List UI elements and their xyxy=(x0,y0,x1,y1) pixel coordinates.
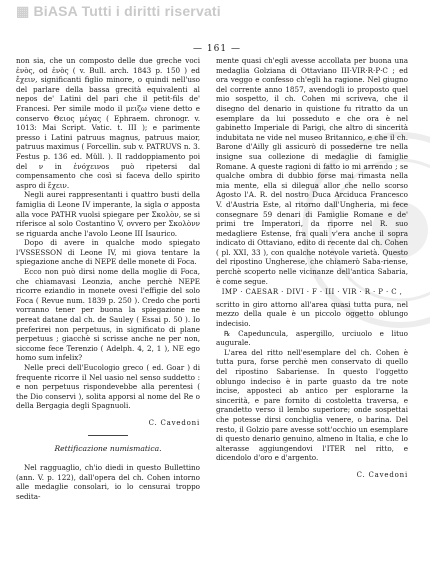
banner-label: BiASA Tutti i diritti riservati xyxy=(33,3,221,19)
paragraph: Negli aurei rappresentanti i quattro busti della famiglia di Leone IV imperante, la sigla σ apposta alla voce PATHR vuolsi spiegare per Σκολὸν, se si riferisce al solo Costantino V, ovvero per Σκολὸνν se riguarda anche l'avolo Leone III Isaurico. xyxy=(16,190,200,238)
paragraph: scritto in giro attorno all'area quasi tutta pura, nel mezzo della quale è un piccolo oggetto oblungo indecisio. xyxy=(216,299,408,329)
section-divider xyxy=(88,435,128,436)
author-signature: C. Cavedoni xyxy=(148,418,200,427)
paragraph: L'area del ritto nell'esemplare del ch. Cohen è tutta pura, forse perchè men conservato di quello del ripostino Sabariense. In questo l'oggetto oblungo indeciso è in parte guasto da tre note incise, apposteci ab antico per esplorarne la sincerità, e pare fornito di costoletta traversa, e grandetto verso il lembo superiore; onde sospettai che potesse dirsi conchiglia venere, o barina. Del resto, il Golzio pare avesse sott'occhio un esemplare di questo denario genuino, almeno in Italia, e che lo alterasse aggiungendovi l'ITER nel ritto, e dicendolo d'oro e d'argento. xyxy=(216,347,408,463)
paragraph: Dopo di avere in qualche modo spiegato l'VSSESSON di Leone IV, mi giova tentare la spiegazione anche di NEPE delle monete di Foca. xyxy=(16,238,200,267)
paragraph: non sia, che un composto delle due greche voci ἐνὸς, od ἐνὸς ( v. Bull. arch. 1843 p. 150 ) ed ἔχειν, significanti figlio minore, o quindi nell'uso del parlare della bassa grecità equivalenti al nepos de' Latini del pari che il petit-fils de' Francesi. Per simile modo il μειζω viene detto e conservo Θειος μέγας ( Ephraem. chronogr. v. 1013: Mai Script. Vatic. t. III ); e parimente presso i Latini patruus magnus, patruus maior, patruus maximus ( Forcellin. sub v. PATRUVS n. 3. Festus p. 136 ed. Müll. ). Il raddoppiamento poi del ν in ἐνόχεινos può ripetersi dal compensamento che così si faceva dello spirito aspro di ἔχειν. xyxy=(16,56,200,190)
library-logo-icon: ▦ xyxy=(16,3,30,19)
paragraph: Ecco non può dirsi nome della moglie di Foca, che chiamavasi Leonzia, anche perchè NEPE ricorre eziandio in monete ovesi l'effigie del solo Foca ( Revue num. 1839 p. 250 ). Credo che porti vorranno tener per buona la spiegazione ne pereat datane dal ch. de Sauley ( Essai p. 50 ). Io preferirei non perpetuus, in significato di plane perpetuus ; giacchè si scrisse anche ne per non, siccome fece Terenzio ( Adelph. 4, 2, 1 ), NE ego homo sum infelix? xyxy=(16,267,200,363)
paragraph: Nelle preci dell'Eucologio greco ( ed. Goar ) di frequente ricorre il Nel uasio nel senso suddetto : e non perpetuus rispondevebbe alla perentesi ( the Dio conservi ), solita apporsi al nome del Re o della Bergagia degli Spagnuoli. xyxy=(16,363,200,411)
right-column xyxy=(216,56,408,485)
page-number: — 161 — xyxy=(193,44,241,54)
paragraph: ℞ Capeduncula, aspergillo, urciuolo e lituo augurale. xyxy=(216,328,408,348)
left-column xyxy=(16,56,200,502)
coin-inscription: IMP · CAESAR · DIVI · F · III · VIR · R · P · C , xyxy=(221,288,403,297)
paragraph: mente quasi ch'egli avesse accollata per buona una medaglia Golziana di Ottaviano III·VIR·R·P·C ; ed ora veggo e confesso ch'egli ha ragione. Nel giugno del corrente anno 1857, avendogli io proposto quel mio sospetto, il ch. Cohen mi scriveva, che il disegno del denario in quistione fu ritratto da un esemplare da lui posseduto e che ora è nel gabinetto Imperiale di Parigi, che altro di sincerità indubitata ne vide nel museo Britannico, e che il ch. Barone d'Ailly gli assicurò di possederne tre nella insigne sua collezione di medaglie di famiglie Romane. A queste ragioni di fatto io mi arrendo ; se qualche ombra di dubbio forse mai rimasta nella mia mente, ella si dilegua allor che nello scorso Agosto l'A. R. del nostro Duca Arciduca Francesco V. d'Austria Este, al ritorno dall'Ungheria, mi fece consegnare 59 denari di Famiglie Romane e de' primi tre Imperatori, da riporre nel R. suo medagliere Estense, fra quali v'era anche il sopra indicato di Ottaviano, edito di recente dal ch. Cohen ( pl. XXI, 33 ), con qualche notevole varietà. Questo del ripostino Ungherese, che chiamerò Saba-riense, perchè scoperto nelle vicinanze dell'antica Sabaria, è come segue. xyxy=(216,56,408,286)
paragraph: Nel ragguaglio, ch'io diedi in questo Bullettino (ann. V. p. 122), dall'opera del ch. Cohen intorno alle medaglie consolari, io lo censurai troppo sedita- xyxy=(16,463,200,501)
banner-text xyxy=(16,3,221,20)
author-signature: C. Cavedoni xyxy=(356,470,408,479)
watermark-banner xyxy=(0,0,434,28)
section-title: Rettificazione numismatica. xyxy=(54,443,162,453)
